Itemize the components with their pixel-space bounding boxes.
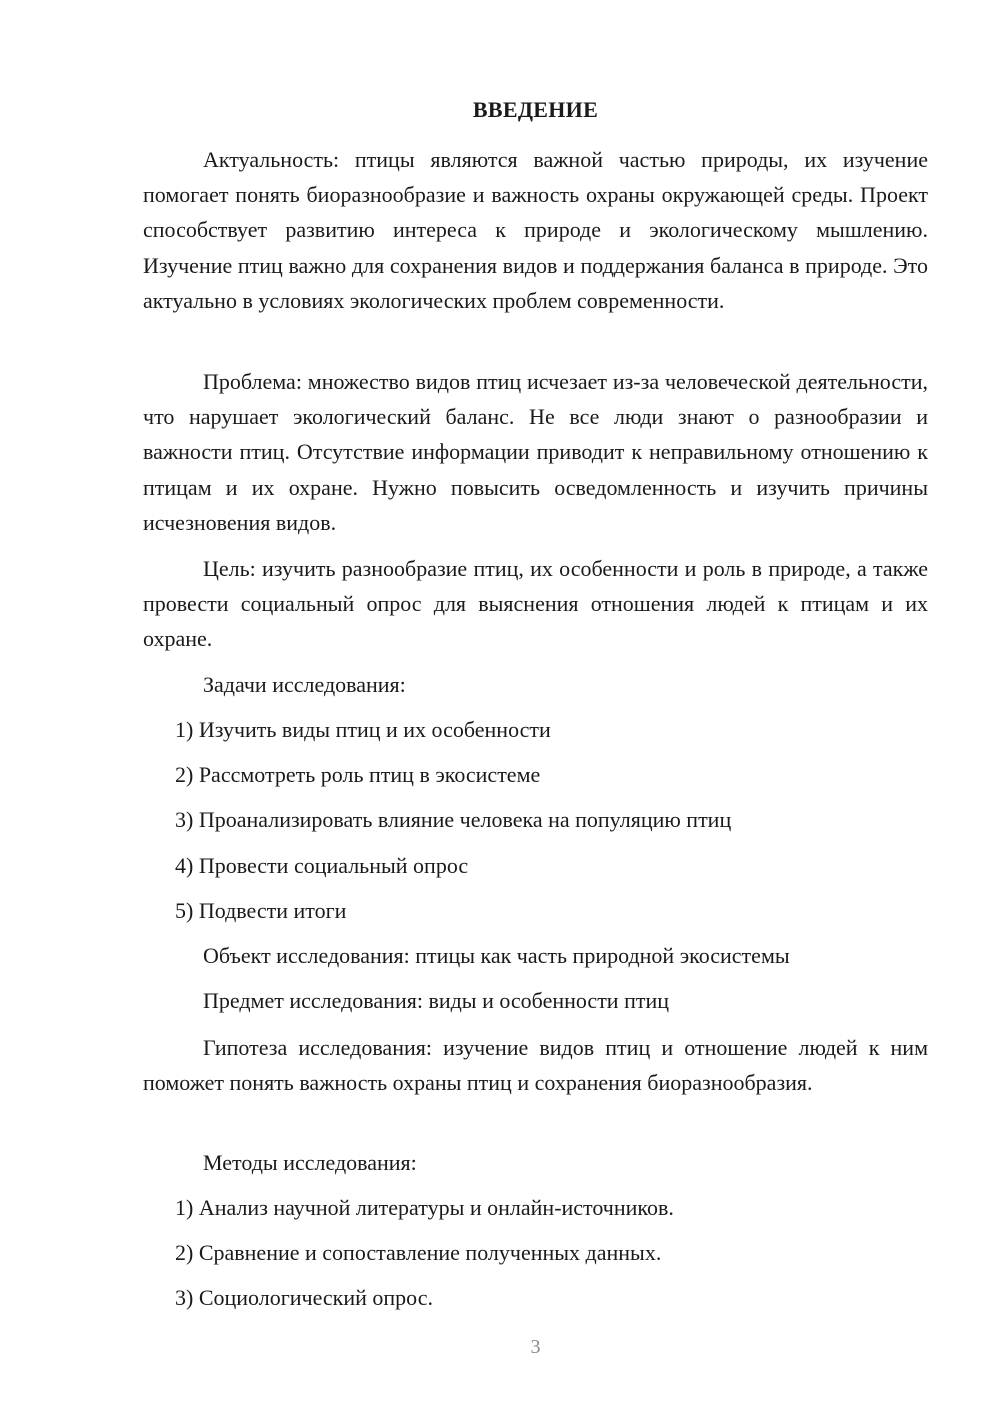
goal-paragraph: Цель: изучить разнообразие птиц, их особенности и роль в природе, а также провести социальный опрос для выяснения отношения людей к птицам и их охране. (143, 556, 928, 652)
method-item: 2) Сравнение и сопоставление полученных данных. (175, 1240, 662, 1265)
hypothesis-paragraph: Гипотеза исследования: изучение видов птиц и отношение людей к ним поможет понять важность охраны птиц и сохранения биоразнообразия. (143, 1035, 928, 1096)
task-item: 2) Рассмотреть роль птиц в экосистеме (175, 762, 541, 787)
tasks-heading: Задачи исследования: (203, 672, 406, 697)
method-item: 3) Социологический опрос. (175, 1285, 433, 1310)
page-number: 3 (530, 1336, 541, 1358)
section-title: ВВЕДЕНИЕ (472, 97, 599, 122)
problem-paragraph: Проблема: множество видов птиц исчезает из-за человеческой деятельности, что нарушает экологический баланс. Не все люди знают о разнообразии и важности птиц. Отсутствие информации приводит к неправильному отношению к птицам и их охране. Нужно повысить осведомленность и изучить причины исчезновения видов. (143, 369, 928, 535)
task-item: 3) Проанализировать влияние человека на популяцию птиц (175, 807, 732, 832)
task-item: 1) Изучить виды птиц и их особенности (175, 717, 551, 742)
research-subject: Предмет исследования: виды и особенности птиц (203, 988, 670, 1013)
relevance-paragraph: Актуальность: птицы являются важной частью природы, их изучение помогает понять биоразнообразие и важность охраны окружающей среды. Проект способствует развитию интереса к природе и экологическому мышлению. Изучение птиц важно для сохранения видов и поддержания баланса в природе. Это актуально в условиях экологических проблем современности. (143, 147, 928, 313)
document-page (143, 0, 928, 1414)
task-item: 5) Подвести итоги (175, 898, 347, 923)
methods-heading: Методы исследования: (203, 1150, 417, 1175)
task-item: 4) Провести социальный опрос (175, 853, 469, 878)
method-item: 1) Анализ научной литературы и онлайн-источников. (175, 1195, 674, 1220)
research-object: Объект исследования: птицы как часть природной экосистемы (203, 943, 790, 968)
